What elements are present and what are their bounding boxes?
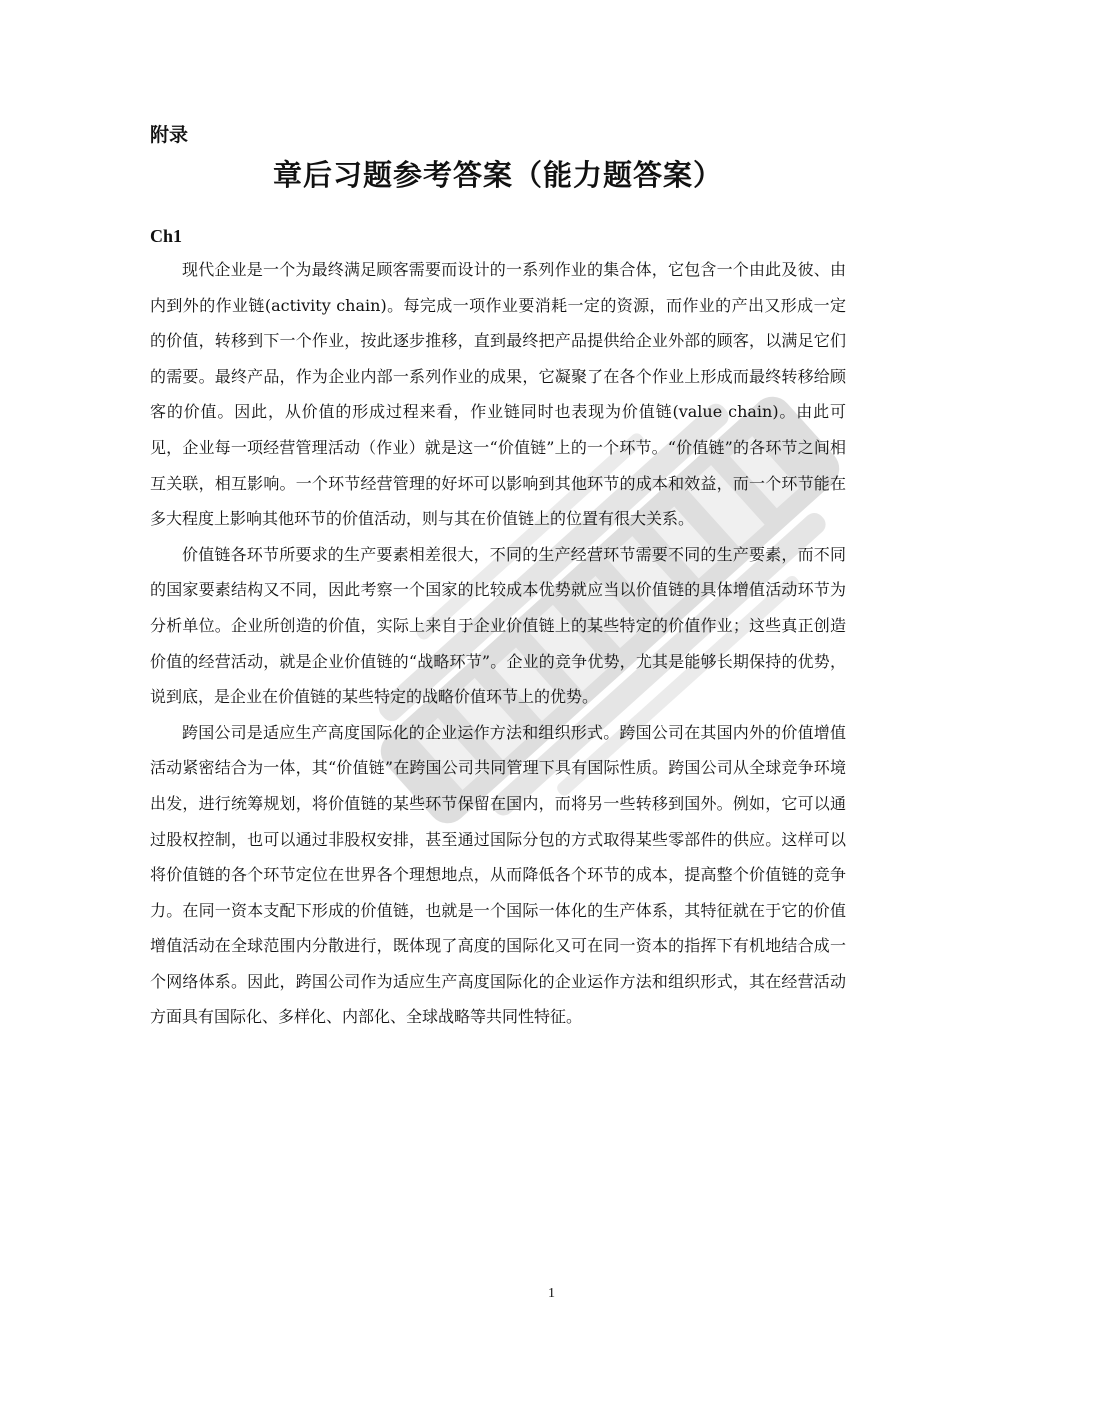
- document-title: 章后习题参考答案（能力题答案）: [272, 158, 723, 192]
- paragraph: 现代企业是一个为最终满足顾客需要而设计的一系列作业的集合体，它包含一个由此及彼、由内到外的作业链(activity chain)。每完成一项作业要消耗一定的资源，而作业的产出又形成一定的价值，转移到下一个作业，按此逐步推移，直到最终把产品提供给企业外部的顾客，以满足它们的需要。最终产品，作为企业内部一系列作业的成果，它凝聚了在各个作业上形成而最终转移给顾客的价值。因此，从价值的形成过程来看，作业链同时也表现为价值链(value chain)。由此可见，企业每一项经营管理活动（作业）就是这一“价值链”上的一个环节。“价值链”的各环节之间相互关联，相互影响。一个环节经营管理的好坏可以影响到其他环节的成本和效益，而一个环节能在多大程度上影响其他环节的价值活动，则与其在价值链上的位置有很大关系。: [150, 260, 846, 529]
- appendix-label: 附录: [150, 124, 189, 146]
- paragraph: 价值链各环节所要求的生产要素相差很大，不同的生产经营环节需要不同的生产要素，而不同的国家要素结构又不同，因此考察一个国家的比较成本优势就应当以价值链的具体增值活动环节为分析单位。企业所创造的价值，实际上来自于企业价值链上的某些特定的价值作业；这些真正创造价值的经营活动，就是企业价值链的“战略环节”。企业的竞争优势，尤其是能够长期保持的优势，说到底，是企业在价值链的某些特定的战略价值环节上的优势。: [150, 544, 846, 707]
- chapter-heading: Ch1: [150, 226, 183, 246]
- paragraph: 跨国公司是适应生产高度国际化的企业运作方法和组织形式。跨国公司在其国内外的价值增值活动紧密结合为一体，其“价值链”在跨国公司共同管理下具有国际性质。跨国公司从全球竞争环境出发，进行统筹规划，将价值链的某些环节保留在国内，而将另一些转移到国外。例如，它可以通过股权控制，也可以通过非股权安排，甚至通过国际分包的方式取得某些零部件的供应。这样可以将价值链的各个环节定位在世界各个理想地点，从而降低各个环节的成本，提高整个价值链的竞争力。在同一资本支配下形成的价值链，也就是一个国际一体化的生产体系，其特征就在于它的价值增值活动在全球范围内分散进行，既体现了高度的国际化又可在同一资本的指挥下有机地结合成一个网络体系。因此，跨国公司作为适应生产高度国际化的企业运作方法和组织形式，其在经营活动方面具有国际化、多样化、内部化、全球战略等共同性特征。: [150, 722, 846, 1027]
- body-text: [150, 252, 846, 1035]
- page-number: 1: [548, 1286, 555, 1301]
